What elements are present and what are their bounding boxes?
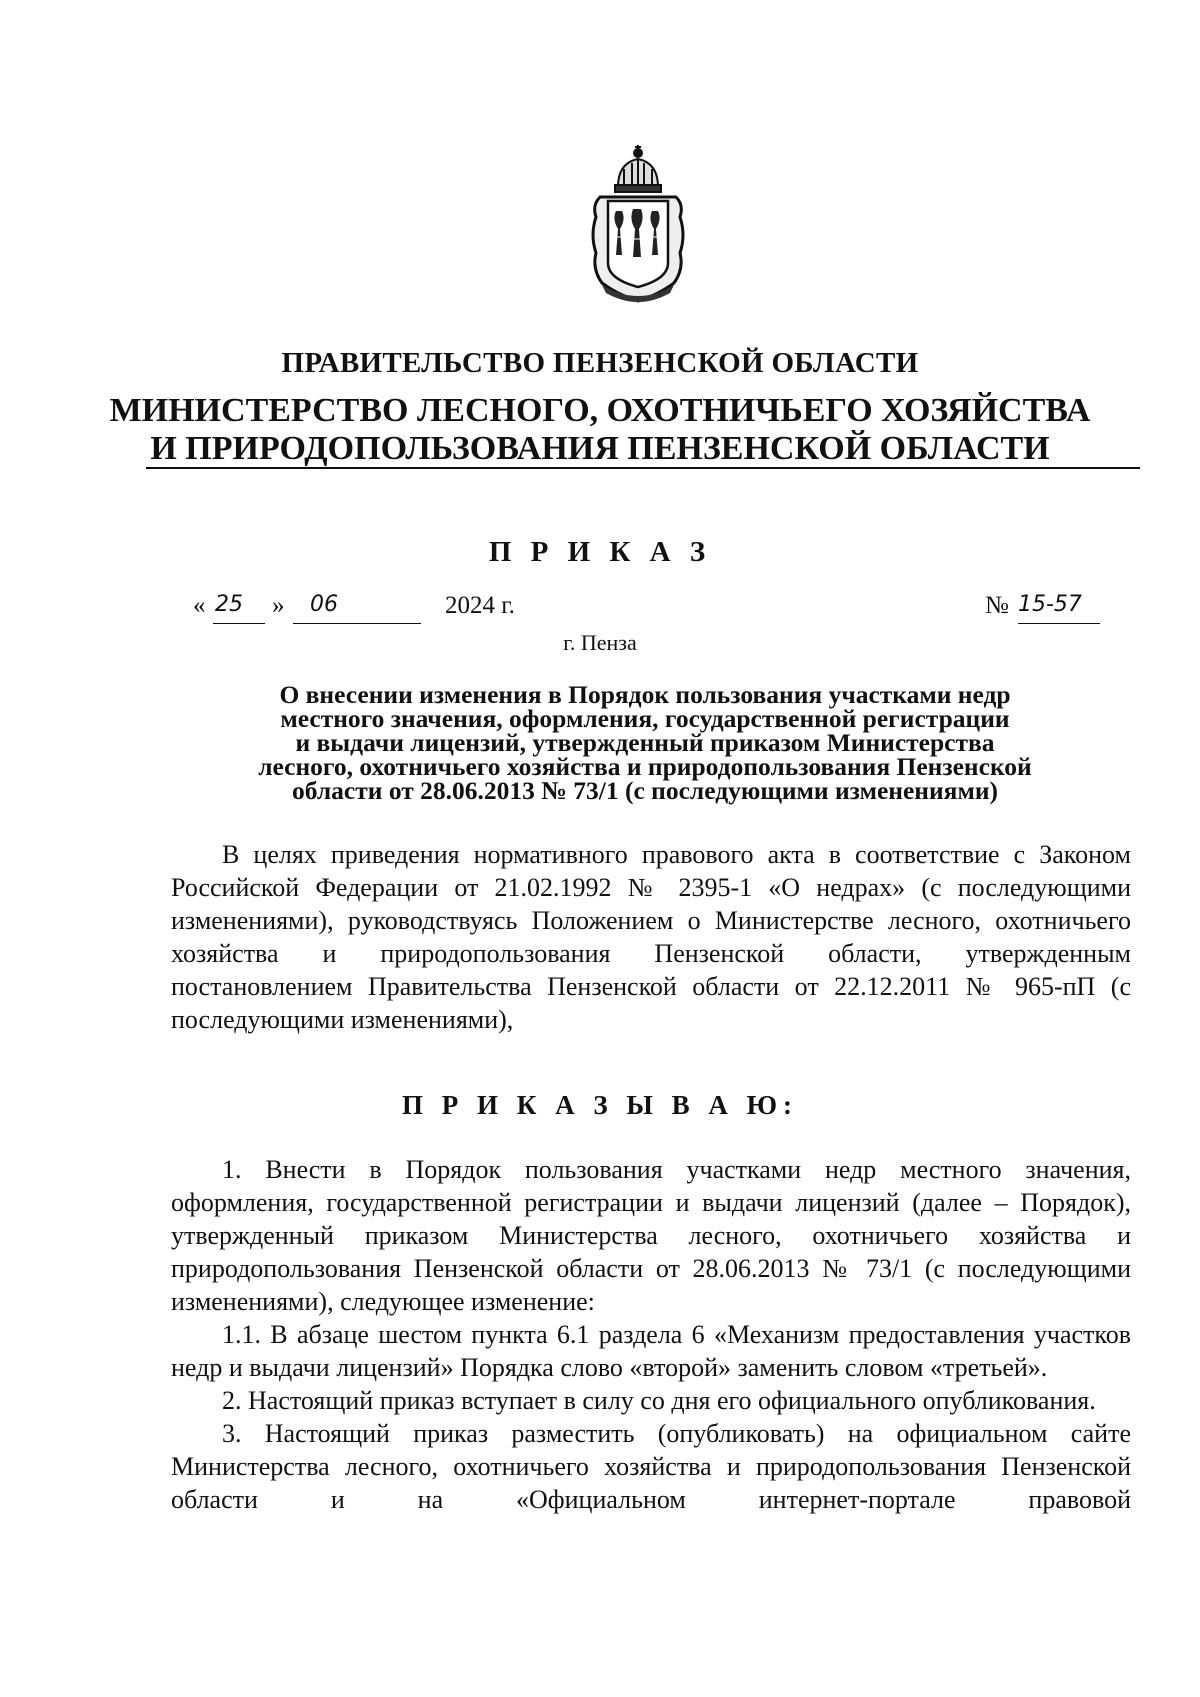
ministry-name-line-2: И ПРИРОДОПОЛЬЗОВАНИЯ ПЕНЗЕНСКОЙ ОБЛАСТИ [150, 430, 1050, 467]
subject-line-4: лесного, охотничьего хозяйства и природопользования Пензенской [258, 752, 1032, 781]
document-city: г. Пенза [563, 630, 637, 655]
preamble-paragraph: В целях приведения нормативного правового акта в соответствие с Законом Российской Федерации от 21.02.1992 № 2395-1 «О недрах» (с последующими изменениями), руководствуясь Положением о Министерстве лесного, охотничьего хозяйства и природопользования Пензенской области, утвержденным постановлением Правительства Пензенской области от 22.12.2011 № 965-пП (с последующими изменениями), [171, 840, 1131, 1034]
document-number-underline [1018, 623, 1100, 624]
penza-coat-of-arms-icon [588, 145, 688, 305]
document-title: П Р И К А З [488, 536, 712, 568]
order-heading: П Р И К А З Ы В А Ю: [402, 1090, 798, 1120]
government-name: ПРАВИТЕЛЬСТВО ПЕНЗЕНСКОЙ ОБЛАСТИ [281, 347, 919, 379]
date-year: 2024 г. [445, 592, 515, 619]
subject-line-2: местного значения, оформления, государственной регистрации [280, 704, 1010, 733]
subject-line-3: и выдачи лицензий, утвержденный приказом Министерства [295, 728, 995, 757]
document-number: 15-57 [1018, 592, 1082, 617]
order-item-3: 3. Настоящий приказ разместить (опубликовать) на официальном сайте Министерства лесного, охотничьего хозяйства и природопользования Пензенской области и на «Официальном интернет-портале правовой [171, 1419, 1131, 1514]
date-month-underline [293, 623, 421, 624]
date-day: 25 [215, 592, 243, 617]
document-subject [195, 680, 1095, 805]
order-items [171, 1153, 1131, 1516]
order-item-1-1: 1.1. В абзаце шестом пункта 6.1 раздела 6 «Механизм предоставления участков недр и выдачи лицензий» Порядка слово «второй» заменить словом «третьей». [171, 1320, 1131, 1382]
header-divider [146, 467, 1140, 469]
date-month: 06 [310, 592, 338, 617]
date-day-underline [213, 623, 265, 624]
order-item-1: 1. Внести в Порядок пользования участками недр местного значения, оформления, государственной регистрации и выдачи лицензий (далее – Порядок), утвержденный приказом Министерства лесного, охотничьего хозяйства и природопользования Пензенской области от 28.06.2013 № 73/1 (с последующими изменениями), следующее изменение: [171, 1155, 1131, 1316]
ministry-name-line-1: МИНИСТЕРСТВО ЛЕСНОГО, ОХОТНИЧЬЕГО ХОЗЯЙСТВА [109, 392, 1091, 429]
document-number-label: № [985, 592, 1009, 619]
order-item-2: 2. Настоящий приказ вступает в силу со дня его официального опубликования. [222, 1386, 1096, 1415]
ministry-name [0, 392, 1200, 468]
date-quote-open: « [193, 592, 206, 619]
subject-line-1: О внесении изменения в Порядок пользования участками недр [279, 680, 1011, 709]
subject-line-5: области от 28.06.2013 № 73/1 (с последующими изменениями) [291, 776, 999, 805]
date-quote-close: » [272, 592, 285, 619]
